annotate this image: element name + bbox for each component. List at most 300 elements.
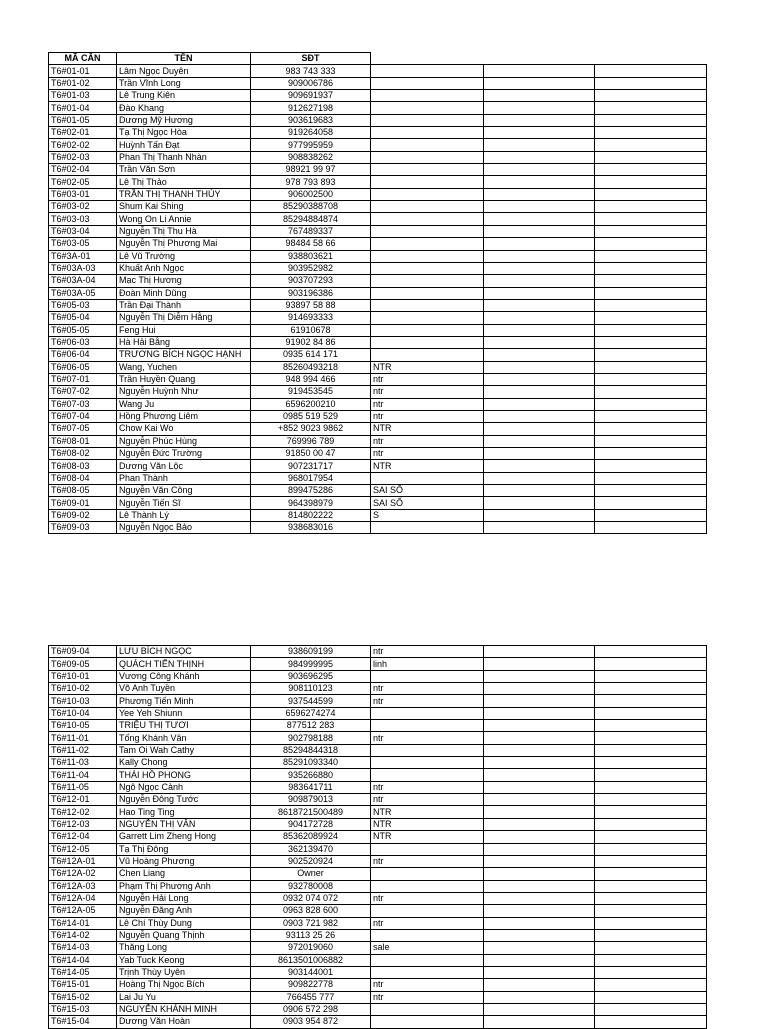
phone-cell: 908838262 [251, 151, 371, 163]
phone-cell: 877512 283 [251, 720, 371, 732]
note-cell [371, 114, 484, 126]
name-cell: Phương Tiến Minh [117, 695, 251, 707]
empty-cell [484, 509, 595, 521]
empty-cell [595, 77, 707, 89]
note-cell: ntr [371, 410, 484, 422]
unit-code-cell: T6#02-05 [49, 176, 117, 188]
empty-cell [484, 225, 595, 237]
note-cell: ntr [371, 781, 484, 793]
table-row [49, 238, 707, 250]
contact-table-bottom [48, 645, 707, 1029]
unit-code-cell: T6#06-03 [49, 336, 117, 348]
note-cell [371, 176, 484, 188]
table-row [49, 744, 707, 756]
empty-cell [595, 892, 707, 904]
empty-cell [484, 892, 595, 904]
phone-cell: 903952982 [251, 262, 371, 274]
unit-code-cell: T6#03A-05 [49, 287, 117, 299]
name-cell: Trần Văn Sơn [117, 164, 251, 176]
note-cell: ntr [371, 892, 484, 904]
note-cell: NTR [371, 423, 484, 435]
phone-cell: 85294844318 [251, 744, 371, 756]
name-cell: Nguyễn Văn Công [117, 485, 251, 497]
unit-code-cell: T6#08-03 [49, 460, 117, 472]
empty-cell [595, 460, 707, 472]
table-row [49, 497, 707, 509]
note-cell [371, 102, 484, 114]
note-cell [371, 299, 484, 311]
table-row [49, 139, 707, 151]
table-row [49, 831, 707, 843]
empty-cell [595, 127, 707, 139]
table-row [49, 114, 707, 126]
name-cell: Chow Kai Wo [117, 423, 251, 435]
name-cell: Nguyễn Thị Phương Mai [117, 238, 251, 250]
phone-cell: 984999995 [251, 658, 371, 670]
note-cell [371, 164, 484, 176]
unit-code-cell: T6#14-02 [49, 929, 117, 941]
table-row [49, 917, 707, 929]
empty-cell [595, 176, 707, 188]
phone-cell: 919453545 [251, 386, 371, 398]
unit-code-cell: T6#03-03 [49, 213, 117, 225]
note-cell [371, 929, 484, 941]
phone-cell: 983 743 333 [251, 65, 371, 77]
note-cell: NTR [371, 460, 484, 472]
phone-cell: 903619683 [251, 114, 371, 126]
empty-cell [595, 905, 707, 917]
table-row [49, 966, 707, 978]
empty-cell [484, 1003, 595, 1015]
unit-code-cell: T6#09-05 [49, 658, 117, 670]
name-cell: Lâm Ngọc Duyên [117, 65, 251, 77]
name-cell: Trần Vĩnh Long [117, 77, 251, 89]
unit-code-cell: T6#12A-02 [49, 868, 117, 880]
empty-cell [595, 1003, 707, 1015]
unit-code-cell: T6#02-01 [49, 127, 117, 139]
empty-cell [595, 472, 707, 484]
empty-cell [484, 435, 595, 447]
phone-cell: 91850 00 47 [251, 448, 371, 460]
empty-cell [484, 880, 595, 892]
empty-cell [595, 732, 707, 744]
note-cell [371, 880, 484, 892]
empty-cell [484, 90, 595, 102]
empty-cell [595, 769, 707, 781]
name-cell: Tạ Thị Ngọc Hòa [117, 127, 251, 139]
name-cell: Garrett Lim Zheng Hong [117, 831, 251, 843]
unit-code-cell: T6#08-01 [49, 435, 117, 447]
empty-cell [484, 485, 595, 497]
unit-code-cell: T6#03A-04 [49, 275, 117, 287]
name-cell: LƯU BÍCH NGỌC [117, 646, 251, 658]
name-cell: Nguyễn Hải Long [117, 892, 251, 904]
unit-code-cell: T6#03-02 [49, 201, 117, 213]
name-cell: Hà Hải Bằng [117, 336, 251, 348]
empty-cell [595, 324, 707, 336]
unit-code-cell: T6#05-04 [49, 312, 117, 324]
table-row [49, 905, 707, 917]
empty-cell [484, 646, 595, 658]
name-cell: Hồng Phương Liêm [117, 410, 251, 422]
empty-cell [484, 954, 595, 966]
table-row [49, 386, 707, 398]
table-row [49, 324, 707, 336]
unit-code-cell: T6#03A-03 [49, 262, 117, 274]
note-cell [371, 287, 484, 299]
empty-cell [484, 806, 595, 818]
phone-cell: 972019060 [251, 942, 371, 954]
note-cell [371, 757, 484, 769]
empty-cell [484, 868, 595, 880]
empty-cell [595, 954, 707, 966]
unit-code-cell: T6#11-03 [49, 757, 117, 769]
empty-cell [595, 670, 707, 682]
table-row [49, 275, 707, 287]
name-cell: Nguyễn Phúc Hùng [117, 435, 251, 447]
phone-cell: 93897 58 88 [251, 299, 371, 311]
name-cell: Mạc Thị Hương [117, 275, 251, 287]
table-row [49, 423, 707, 435]
phone-cell: Owner [251, 868, 371, 880]
table-row [49, 670, 707, 682]
empty-cell [484, 720, 595, 732]
name-cell: TRƯƠNG BÍCH NGỌC HẠNH [117, 349, 251, 361]
name-cell: Feng Hui [117, 324, 251, 336]
note-cell: NTR [371, 818, 484, 830]
note-cell: ntr [371, 979, 484, 991]
unit-code-cell: T6#12-04 [49, 831, 117, 843]
table-row [49, 336, 707, 348]
unit-code-cell: T6#08-04 [49, 472, 117, 484]
phone-cell: 85291093340 [251, 757, 371, 769]
name-cell: QUÁCH TIẾN THỊNH [117, 658, 251, 670]
phone-cell: 903144001 [251, 966, 371, 978]
phone-cell: 61910678 [251, 324, 371, 336]
empty-cell [595, 683, 707, 695]
name-cell: Nguyễn Thị Thu Hà [117, 225, 251, 237]
note-cell: ntr [371, 917, 484, 929]
table-row [49, 262, 707, 274]
phone-cell: 6596200210 [251, 398, 371, 410]
name-cell: Đào Khang [117, 102, 251, 114]
phone-cell: 0903 954 872 [251, 1016, 371, 1028]
unit-code-cell: T6#02-03 [49, 151, 117, 163]
empty-cell [595, 522, 707, 534]
header-name: TÊN [117, 53, 251, 65]
contact-table-top [48, 52, 707, 534]
empty-cell [484, 188, 595, 200]
table-row [49, 720, 707, 732]
empty-cell [595, 250, 707, 262]
table-row [49, 794, 707, 806]
unit-code-cell: T6#07-05 [49, 423, 117, 435]
phone-cell: 909691937 [251, 90, 371, 102]
note-cell [371, 275, 484, 287]
unit-code-cell: T6#09-03 [49, 522, 117, 534]
empty-cell [484, 732, 595, 744]
empty-cell [595, 831, 707, 843]
note-cell: ntr [371, 448, 484, 460]
empty-cell [595, 843, 707, 855]
table-row [49, 979, 707, 991]
name-cell: Nguyễn Đăng Anh [117, 905, 251, 917]
unit-code-cell: T6#07-04 [49, 410, 117, 422]
empty-cell [595, 188, 707, 200]
name-cell: Kally Chong [117, 757, 251, 769]
empty-cell [484, 695, 595, 707]
empty-cell [595, 114, 707, 126]
note-cell [371, 905, 484, 917]
note-cell: S [371, 509, 484, 521]
table-row [49, 929, 707, 941]
table-row [49, 435, 707, 447]
unit-code-cell: T6#03-05 [49, 238, 117, 250]
unit-code-cell: T6#12A-04 [49, 892, 117, 904]
note-cell [371, 213, 484, 225]
phone-cell: 767489337 [251, 225, 371, 237]
note-cell: ntr [371, 732, 484, 744]
unit-code-cell: T6#09-04 [49, 646, 117, 658]
empty-cell [595, 349, 707, 361]
name-cell: Shum Kai Shing [117, 201, 251, 213]
note-cell: SAI SỐ [371, 497, 484, 509]
unit-code-cell: T6#15-04 [49, 1016, 117, 1028]
note-cell: NTR [371, 831, 484, 843]
note-cell [371, 188, 484, 200]
unit-code-cell: T6#05-05 [49, 324, 117, 336]
phone-cell: 899475286 [251, 485, 371, 497]
empty-cell [484, 781, 595, 793]
empty-cell [484, 843, 595, 855]
name-cell: Nguyễn Đông Tước [117, 794, 251, 806]
name-cell: Wang, Yuchen [117, 361, 251, 373]
empty-cell [484, 139, 595, 151]
phone-cell: 8613501006882 [251, 954, 371, 966]
unit-code-cell: T6#07-01 [49, 373, 117, 385]
note-cell: ntr [371, 435, 484, 447]
note-cell: ntr [371, 855, 484, 867]
name-cell: Lê Chí Thùy Dung [117, 917, 251, 929]
note-cell: NTR [371, 361, 484, 373]
phone-cell: 85290388708 [251, 201, 371, 213]
phone-cell: 93113 25 26 [251, 929, 371, 941]
name-cell: Vũ Hoàng Phương [117, 855, 251, 867]
empty-cell [484, 114, 595, 126]
note-cell: ntr [371, 794, 484, 806]
unit-code-cell: T6#03-01 [49, 188, 117, 200]
unit-code-cell: T6#14-03 [49, 942, 117, 954]
empty-cell [484, 966, 595, 978]
unit-code-cell: T6#14-01 [49, 917, 117, 929]
name-cell: TRẦN THỊ THANH THỦY [117, 188, 251, 200]
phone-cell: 0903 721 982 [251, 917, 371, 929]
table-row [49, 472, 707, 484]
name-cell: Huỳnh Tấn Đạt [117, 139, 251, 151]
name-cell: Nguyễn Quang Thịnh [117, 929, 251, 941]
unit-code-cell: T6#01-01 [49, 65, 117, 77]
note-cell [371, 1016, 484, 1028]
empty-cell [484, 1016, 595, 1028]
unit-code-cell: T6#11-05 [49, 781, 117, 793]
unit-code-cell: T6#01-03 [49, 90, 117, 102]
empty-cell [484, 164, 595, 176]
note-cell: linh [371, 658, 484, 670]
empty-cell [484, 744, 595, 756]
empty-cell [484, 336, 595, 348]
empty-cell [484, 917, 595, 929]
table-row [49, 373, 707, 385]
name-cell: Hao Ting Ting [117, 806, 251, 818]
empty-cell [595, 287, 707, 299]
note-cell [371, 139, 484, 151]
name-cell: Tống Khánh Vân [117, 732, 251, 744]
phone-cell: 85260493218 [251, 361, 371, 373]
name-cell: TRIỆU THỊ TƯƠI [117, 720, 251, 732]
table-row [49, 299, 707, 311]
note-cell [371, 707, 484, 719]
table-row [49, 732, 707, 744]
empty-cell [595, 855, 707, 867]
empty-cell [484, 831, 595, 843]
phone-cell: 937544599 [251, 695, 371, 707]
unit-code-cell: T6#07-02 [49, 386, 117, 398]
note-cell [371, 336, 484, 348]
empty-cell [595, 151, 707, 163]
unit-code-cell: T6#15-03 [49, 1003, 117, 1015]
unit-code-cell: T6#07-03 [49, 398, 117, 410]
unit-code-cell: T6#08-05 [49, 485, 117, 497]
empty-cell [595, 275, 707, 287]
phone-cell: 98484 58 66 [251, 238, 371, 250]
unit-code-cell: T6#15-02 [49, 991, 117, 1003]
unit-code-cell: T6#12-02 [49, 806, 117, 818]
table-row [49, 90, 707, 102]
name-cell: Wong On Li Annie [117, 213, 251, 225]
note-cell [371, 90, 484, 102]
table-row [49, 361, 707, 373]
empty-cell [595, 757, 707, 769]
phone-cell: +852 9023 9862 [251, 423, 371, 435]
unit-code-cell: T6#12-05 [49, 843, 117, 855]
empty-cell [595, 90, 707, 102]
table-row [49, 757, 707, 769]
name-cell: Dương Văn Hoàn [117, 1016, 251, 1028]
phone-cell: 6596274274 [251, 707, 371, 719]
table-row [49, 522, 707, 534]
unit-code-cell: T6#12-01 [49, 794, 117, 806]
name-cell: Trần Huyền Quang [117, 373, 251, 385]
table-row [49, 102, 707, 114]
phone-cell: 902798188 [251, 732, 371, 744]
name-cell: Tam Oi Wah Cathy [117, 744, 251, 756]
empty-cell [595, 929, 707, 941]
table-row [49, 892, 707, 904]
name-cell: Wang Ju [117, 398, 251, 410]
note-cell: SAI SỐ [371, 485, 484, 497]
phone-cell: 903696295 [251, 670, 371, 682]
table-row [49, 176, 707, 188]
name-cell: Phạm Thị Phương Anh [117, 880, 251, 892]
empty-cell [595, 312, 707, 324]
note-cell [371, 201, 484, 213]
name-cell: Nguyễn Tiến Sĩ [117, 497, 251, 509]
empty-cell [595, 1016, 707, 1028]
empty-cell [484, 77, 595, 89]
unit-code-cell: T6#01-05 [49, 114, 117, 126]
phone-cell: 902520924 [251, 855, 371, 867]
empty-cell [484, 670, 595, 682]
empty-cell [595, 164, 707, 176]
empty-cell [484, 979, 595, 991]
unit-code-cell: T6#10-01 [49, 670, 117, 682]
empty-cell [595, 262, 707, 274]
name-cell: Nguyễn Thị Diễm Hằng [117, 312, 251, 324]
unit-code-cell: T6#09-01 [49, 497, 117, 509]
phone-cell: 85294884874 [251, 213, 371, 225]
empty-cell [595, 435, 707, 447]
phone-cell: 8618721500489 [251, 806, 371, 818]
empty-cell [595, 720, 707, 732]
phone-cell: 909006786 [251, 77, 371, 89]
note-cell: ntr [371, 386, 484, 398]
name-cell: Hoàng Thị Ngọc Bích [117, 979, 251, 991]
name-cell: Võ Anh Tuyền [117, 683, 251, 695]
phone-cell: 903196386 [251, 287, 371, 299]
empty-cell [484, 262, 595, 274]
empty-cell [484, 448, 595, 460]
empty-cell [484, 905, 595, 917]
empty-cell [484, 151, 595, 163]
note-cell: sale [371, 942, 484, 954]
phone-cell: 914693333 [251, 312, 371, 324]
empty-cell [595, 880, 707, 892]
note-cell [371, 127, 484, 139]
empty-cell [595, 410, 707, 422]
empty-cell [484, 176, 595, 188]
table-row [49, 1003, 707, 1015]
table-row [49, 942, 707, 954]
note-cell [371, 349, 484, 361]
empty-cell [484, 423, 595, 435]
unit-code-cell: T6#10-04 [49, 707, 117, 719]
name-cell: Phan Thành [117, 472, 251, 484]
empty-cell [595, 213, 707, 225]
name-cell: NGUYỄN KHÁNH MINH [117, 1003, 251, 1015]
note-cell: NTR [371, 806, 484, 818]
note-cell [371, 966, 484, 978]
empty-cell [484, 794, 595, 806]
unit-code-cell: T6#03-04 [49, 225, 117, 237]
empty-cell [484, 386, 595, 398]
empty-cell [595, 299, 707, 311]
phone-cell: 0932 074 072 [251, 892, 371, 904]
phone-cell: 968017954 [251, 472, 371, 484]
unit-code-cell: T6#12A-05 [49, 905, 117, 917]
note-cell [371, 744, 484, 756]
name-cell: Trịnh Thùy Uyên [117, 966, 251, 978]
phone-cell: 948 994 466 [251, 373, 371, 385]
table-row [49, 769, 707, 781]
empty-cell [484, 855, 595, 867]
unit-code-cell: T6#11-04 [49, 769, 117, 781]
phone-cell: 908110123 [251, 683, 371, 695]
empty-cell [484, 361, 595, 373]
note-cell [371, 225, 484, 237]
table-row [49, 213, 707, 225]
note-cell: ntr [371, 991, 484, 1003]
phone-cell: 0963 828 600 [251, 905, 371, 917]
